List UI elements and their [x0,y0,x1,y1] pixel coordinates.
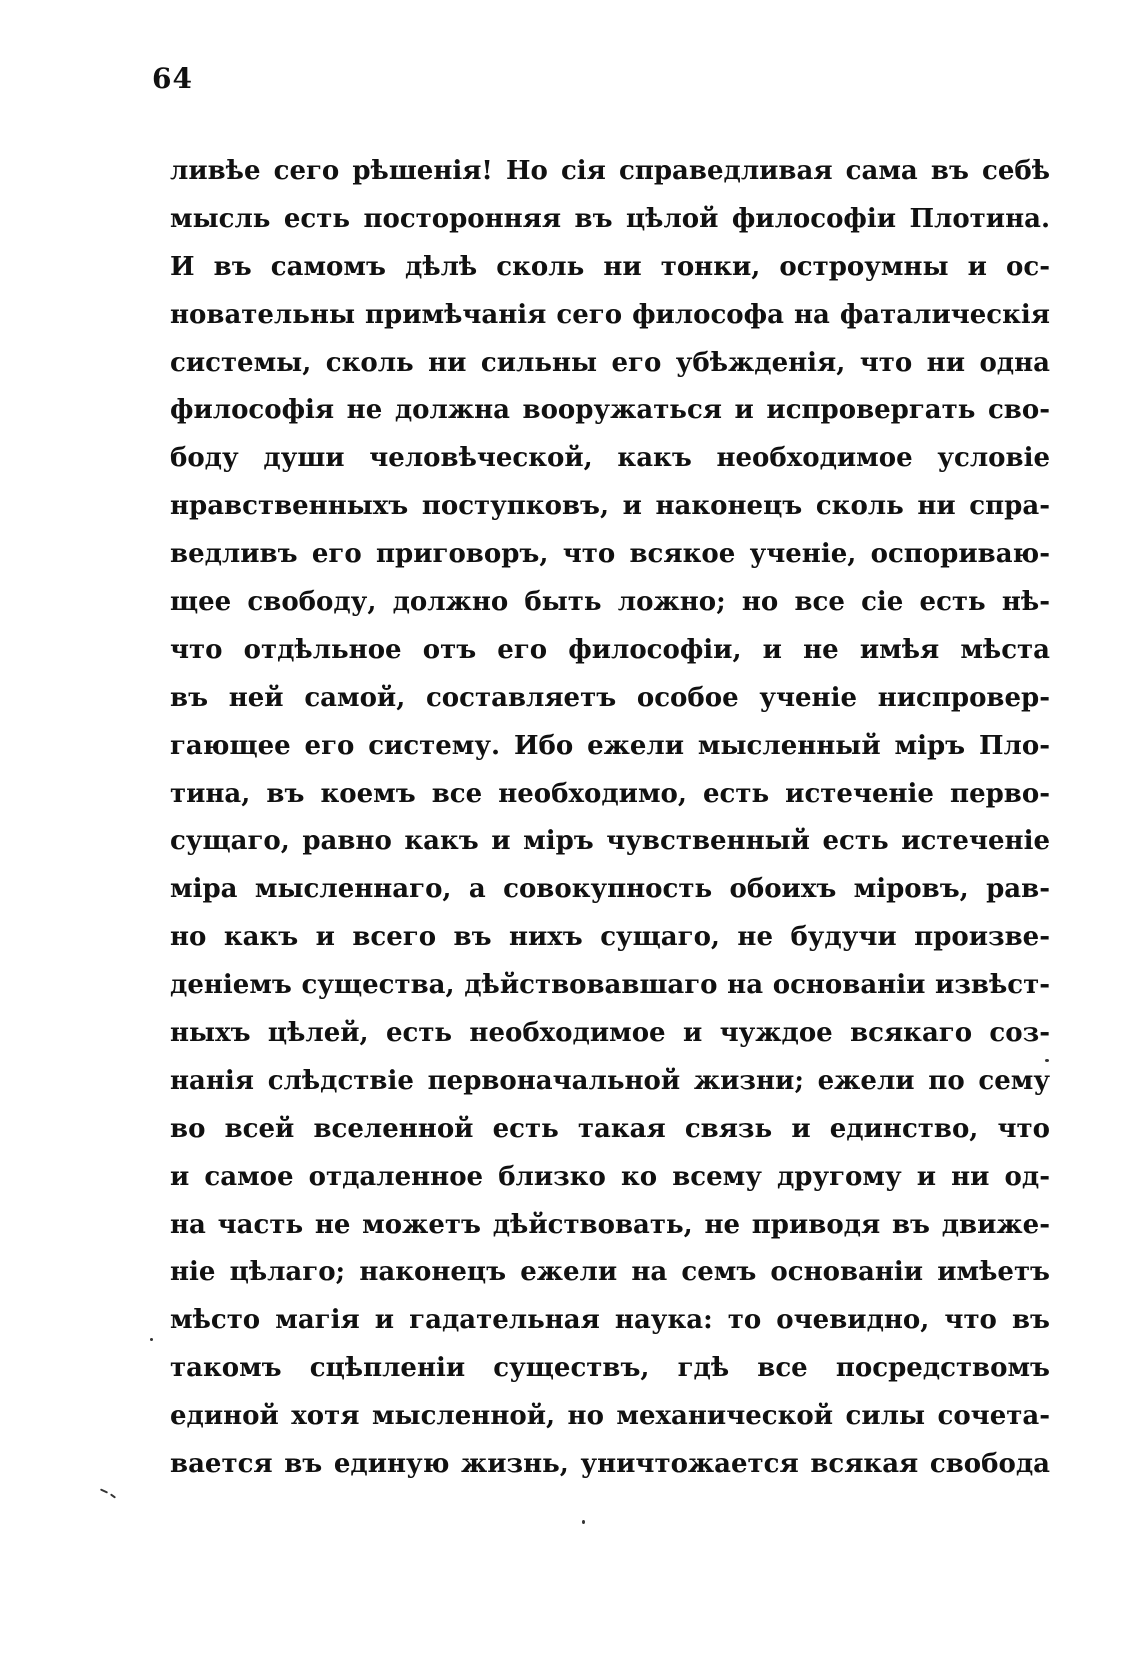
text-line: что отдѣльное отъ его философіи, и не имѣя мѣста [170,634,1050,665]
page-number: 64 [152,62,193,95]
text-line: ніе цѣлаго; наконецъ ежели на семъ основаніи имѣетъ [170,1257,1050,1288]
scan-speck [110,1493,116,1498]
text-line: въ ней самой, составляетъ особое ученіе ниспровер- [170,682,1050,713]
text-line: сущаго, равно какъ и міръ чувственный есть истеченіе [170,826,1050,857]
text-line: системы, сколь ни сильны его убѣжденія, что ни одна [170,347,1050,378]
body-text [170,148,1050,1489]
text-line: философія не должна вооружаться и испровергать сво- [170,395,1050,426]
text-line: деніемъ существа, дѣйствовавшаго на основаніи извѣст- [170,970,1050,1001]
text-line: боду души человѣческой, какъ необходимое условіе [170,443,1050,474]
text-line: ливѣе сего рѣшенія! Но сія справедливая сама въ себѣ [170,156,1050,186]
text-line: но какъ и всего въ нихъ сущаго, не будучи произве- [170,922,1050,953]
scan-speck [1045,1059,1049,1062]
text-line: міра мысленнаго, а совокупность обоихъ міровъ, рав- [170,874,1050,905]
text-line: ведливъ его приговоръ, что всякое ученіе, оспориваю- [170,539,1050,570]
scan-speck [100,1488,108,1493]
text-line: мысль есть посторонняя въ цѣлой философіи Плотина. [170,203,1050,234]
text-line: такомъ сцѣпленіи существъ, гдѣ все посредствомъ [170,1353,1050,1384]
text-line: нравственныхъ поступковъ, и наконецъ сколь ни спра- [170,491,1050,522]
text-line: единой хотя мысленной, но механической силы сочета- [170,1401,1050,1432]
text-line: и самое отдаленное близко ко всему другому и ни од- [170,1161,1050,1192]
text-line: гающее его систему. Ибо ежели мысленный міръ Пло- [170,730,1050,761]
text-line: ныхъ цѣлей, есть необходимое и чуждое всякаго соз- [170,1018,1050,1049]
text-line: щее свободу, должно быть ложно; но все сіе есть нѣ- [170,587,1050,618]
text-line: И въ самомъ дѣлѣ сколь ни тонки, остроумны и ос- [170,251,1050,282]
text-line: мѣсто магія и гадательная наука: то очевидно, что въ [170,1305,1050,1336]
text-line: новательны примѣчанія сего философа на фаталическія [170,299,1050,330]
text-line: вается въ единую жизнь, уничтожается всякая свобода [170,1449,1050,1480]
text-line: на часть не можетъ дѣйствовать, не приводя въ движе- [170,1209,1050,1240]
text-line: нанія слѣдствіе первоначальной жизни; ежели по сему [170,1065,1050,1096]
text-line: тина, въ коемъ все необходимо, есть истеченіе перво- [170,778,1050,809]
text-line: во всей вселенной есть такая связь и единство, что [170,1113,1050,1144]
scan-speck [582,1520,585,1524]
scan-speck [150,1338,153,1341]
